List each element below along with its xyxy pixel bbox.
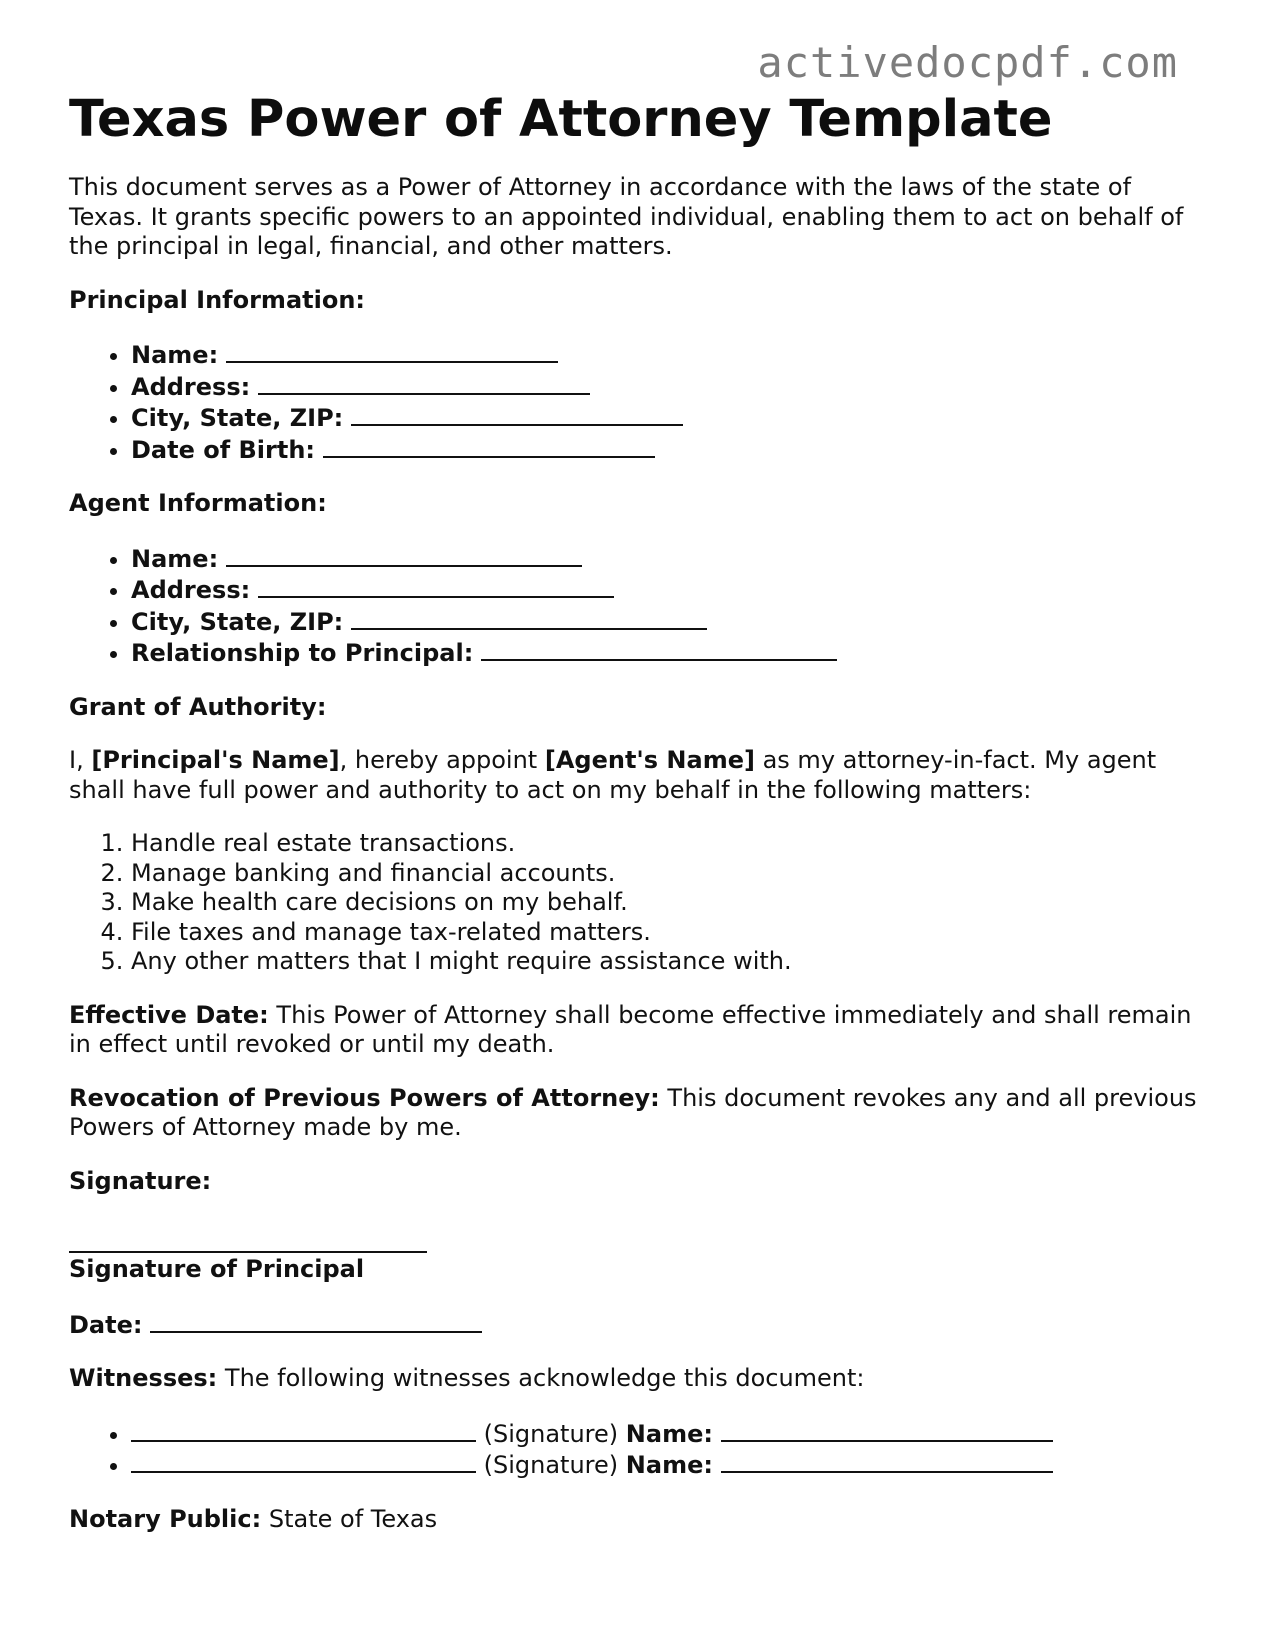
intro-paragraph: This document serves as a Power of Attorney in accordance with the laws of the state of Texas. It grants specific powers to an appointed individual, enabling them to act on behalf of the principal in legal, financial, and other matters. xyxy=(69,173,1184,260)
signature-heading: Signature: xyxy=(69,1166,212,1195)
page-title: Texas Power of Attorney Template xyxy=(69,90,1053,149)
grant-heading: Grant of Authority: xyxy=(69,692,327,721)
principal-name-item: • Name: xyxy=(131,339,1199,371)
principal-name-blank[interactable] xyxy=(226,339,558,363)
principal-city-item: • City, State, ZIP: xyxy=(131,402,1199,434)
principal-signature-line[interactable] xyxy=(69,1249,427,1253)
principal-address-blank[interactable] xyxy=(258,371,590,395)
effective-date-paragraph: Effective Date: This Power of Attorney shall become effective immediately and shall remain in effect until revoked or until my death. xyxy=(69,1000,1192,1058)
list-item: 4. File taxes and manage tax-related matters. xyxy=(131,918,1199,948)
principal-city-blank[interactable] xyxy=(351,402,683,426)
principal-dob-item: • Date of Birth: xyxy=(131,434,1199,466)
agent-name-placeholder: [Agent's Name] xyxy=(544,746,755,774)
witness-list xyxy=(69,1418,1199,1481)
date-line: Date: xyxy=(69,1309,1199,1341)
principal-name-placeholder: [Principal's Name] xyxy=(91,746,340,774)
witnesses-paragraph: Witnesses: The following witnesses acknowledge this document: xyxy=(69,1364,865,1392)
notary-paragraph: Notary Public: State of Texas xyxy=(69,1504,438,1533)
signature-caption: Signature of Principal xyxy=(69,1255,365,1283)
list-item: 3. Make health care decisions on my behalf. xyxy=(131,888,1199,918)
agent-address-item: • Address: xyxy=(131,574,1199,606)
witness-item: • (Signature) Name: xyxy=(131,1418,1199,1450)
agent-address-blank[interactable] xyxy=(258,574,614,598)
agent-name-item: • Name: xyxy=(131,543,1199,575)
agent-fields xyxy=(69,543,1199,669)
date-blank[interactable] xyxy=(150,1309,482,1333)
witness-name-blank[interactable] xyxy=(721,1449,1053,1473)
list-item: 1. Handle real estate transactions. xyxy=(131,829,1199,859)
principal-heading: Principal Information: xyxy=(69,285,366,314)
revocation-paragraph: Revocation of Previous Powers of Attorney: This document revokes any and all previous Powers of Attorney made by me. xyxy=(69,1083,1197,1141)
powers-list xyxy=(69,829,1199,977)
principal-fields xyxy=(69,339,1199,465)
witness-item: • (Signature) Name: xyxy=(131,1449,1199,1481)
grant-paragraph: I, [Principal's Name], hereby appoint [Agent's Name] as my attorney-in-fact. My agent shall have full power and authority to act on my behalf in the following matters: xyxy=(69,746,1157,804)
agent-heading: Agent Information: xyxy=(69,489,327,517)
list-item: 5. Any other matters that I might require assistance with. xyxy=(131,947,1199,977)
principal-dob-blank[interactable] xyxy=(323,434,655,458)
witness-name-blank[interactable] xyxy=(721,1418,1053,1442)
principal-address-item: • Address: xyxy=(131,371,1199,403)
agent-relationship-item: • Relationship to Principal: xyxy=(131,637,1199,669)
witness-signature-blank[interactable] xyxy=(131,1449,476,1473)
agent-city-item: • City, State, ZIP: xyxy=(131,606,1199,638)
list-item: 2. Manage banking and financial accounts. xyxy=(131,859,1199,889)
agent-city-blank[interactable] xyxy=(351,606,707,630)
document-page xyxy=(69,88,1199,1534)
witness-signature-blank[interactable] xyxy=(131,1418,476,1442)
agent-name-blank[interactable] xyxy=(226,543,582,567)
agent-relationship-blank[interactable] xyxy=(481,637,837,661)
watermark: activedocpdf.com xyxy=(757,38,1178,87)
